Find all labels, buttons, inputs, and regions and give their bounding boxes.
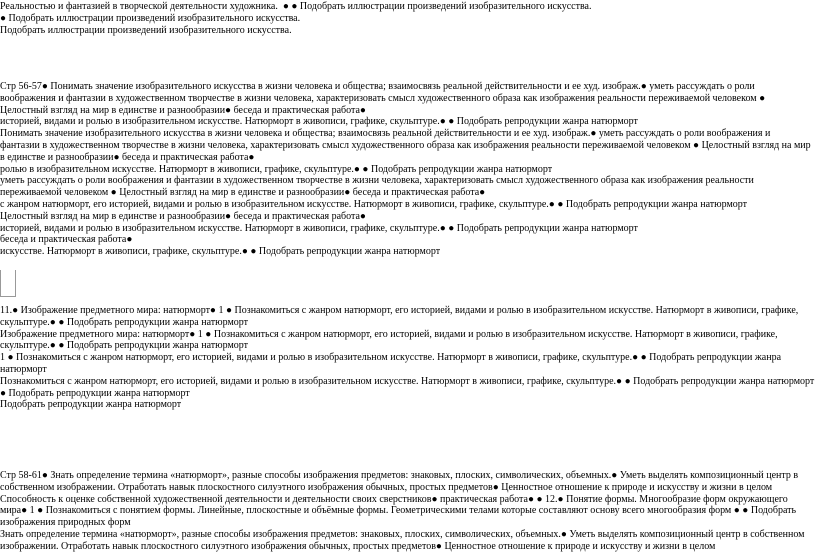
- text-line: ● Подобрать иллюстрации произведений изобразительного искусства.: [0, 12, 301, 24]
- text-line: Подобрать репродукции жанра натюрморт: [0, 399, 182, 411]
- text-line: Познакомиться с жанром натюрморт, его историей, видами и ролью в изобразительном искусстве. Натюрморт в живописи, графике, скульптуре.● ● Подобрать репродукции жанра натюрморт: [0, 375, 815, 387]
- paragraph: 11.● Изображение предметного мира: натюрморт● 1 ● Познакомиться с жанром натюрморт, его историей, видами и ролью в изобразительном искусстве. Натюрморт в живописи, графике, скульптуре.● ● Подобрать репродукции жанра натюрморт: [0, 305, 799, 328]
- text-line: ● Подобрать репродукции жанра натюрморт: [0, 387, 190, 399]
- paragraph: Изображение предметного мира: натюрморт● 1 ● Познакомиться с жанром натюрморт, его историей, видами и ролью в изобразительном искусстве. Натюрморт в живописи, графике, скульптуре.● ● Подобрать репродукции жанра натюрморт: [0, 328, 778, 352]
- text-line: историей, видами и ролью в изобразительном искусстве. Натюрморт в живописи, графике, скульптуре.● ● Подобрать репродукции жанра натюрморт: [0, 116, 638, 128]
- paragraph: 1 ● Познакомиться с жанром натюрморт, его историей, видами и ролью в изобразительном искусстве. Натюрморт в живописи, графике, скульптуре.● ● Подобрать репродукции жанра натюрморт: [0, 352, 782, 375]
- top-text-block: [0, 1, 812, 36]
- text-line: с жанром натюрморт, его историей, видами и ролью в изобразительном искусстве. Натюрморт в живописи, графике, скульптуре.● ● Подобрать репродукции жанра натюрморт: [0, 198, 748, 210]
- text-line: искусстве. Натюрморт в живописи, графике, скульптуре.● ● Подобрать репродукции жанра натюрморт: [0, 246, 441, 258]
- section-pages-58-61: [0, 470, 812, 553]
- text-line: беседа и практическая работа●: [0, 234, 133, 246]
- section-pages-56-57: [0, 81, 812, 258]
- text-line: Реальностью и фантазией в творческой деятельности художника. ● ● Подобрать иллюстрации произведений изобразительного искусства.: [0, 1, 592, 12]
- text-line: Подобрать иллюстрации произведений изобразительного искусства.: [0, 24, 292, 36]
- table-cell-border: [0, 270, 16, 297]
- text-line: историей, видами и ролью в изобразительном искусстве. Натюрморт в живописи, графике, скульптуре.● ● Подобрать репродукции жанра натюрморт: [0, 222, 638, 234]
- text-line: ролью в изобразительном искусстве. Натюрморт в живописи, графике, скульптуре.● ● Подобрать репродукции жанра натюрморт: [0, 163, 553, 175]
- paragraph: уметь рассуждать о роли воображения и фантазии в художественном творчестве в жизни человека, характеризовать смысл художественного образа как изображения реальности переживаемой человеком ● Целостный взгляд на мир в единстве и разнообразии● беседа и практическая работа●: [0, 175, 754, 199]
- text-line: Целостный взгляд на мир в единстве и разнообразии● беседа и практическая работа●: [0, 210, 366, 222]
- paragraph: Стр 56-57● Понимать значение изобразительного искусства в жизни человека и общества; взаимосвязь реальной действительности и ее худ. изображ.● уметь рассуждать о роли воображения и фантазии в художественном творчестве в жизни человека, характеризовать смысл художественного образа как изображения реальности переживаемой человеком ● Целостный взгляд на мир в единстве и разнообразии● беседа и практическая работа●: [0, 81, 766, 116]
- section-still-life: [0, 305, 815, 411]
- paragraph: Знать определение термина «натюрморт», разные способы изображения предметов: знаковых, плоских, символических, объемных.● Уметь выделять композиционный центр в собственном изображении. Отработать навык плоскостного силуэтного изображения обычных, простых предметов● Ценностное отношение к природе и искусству и жизни в целом: [0, 528, 805, 552]
- paragraph: Стр 58-61● Знать определение термина «натюрморт», разные способы изображения предметов: знаковых, плоских, символических, объемных.● Уметь выделять композиционный центр в собственном изображении. Отработать навык плоскостного силуэтного изображения обычных, простых предметов● Ценностное отношение к природе и искусству и жизни в целом Способность к оценке собственной художественной деятельности и деятельности своих сверстников● практическая работа● ● 12.● Понятие формы. Многообразие форм окружающего мира● 1 ● Познакомиться с понятием формы. Линейные, плоскостные и объёмные формы. Геометрическими телами которые составляют основу всего многообразия форм ● ● Подобрать изображения природных форм: [0, 470, 799, 529]
- paragraph: Понимать значение изобразительного искусства в жизни человека и общества; взаимосвязь реальной действительности и ее худ. изображ.● уметь рассуждать о роли воображения и фантазии в художественном творчестве в жизни человека, характеризовать смысл художественного образа как изображения реальности переживаемой человеком ● Целостный взгляд на мир в единстве и разнообразии● беседа и практическая работа●: [0, 128, 811, 163]
